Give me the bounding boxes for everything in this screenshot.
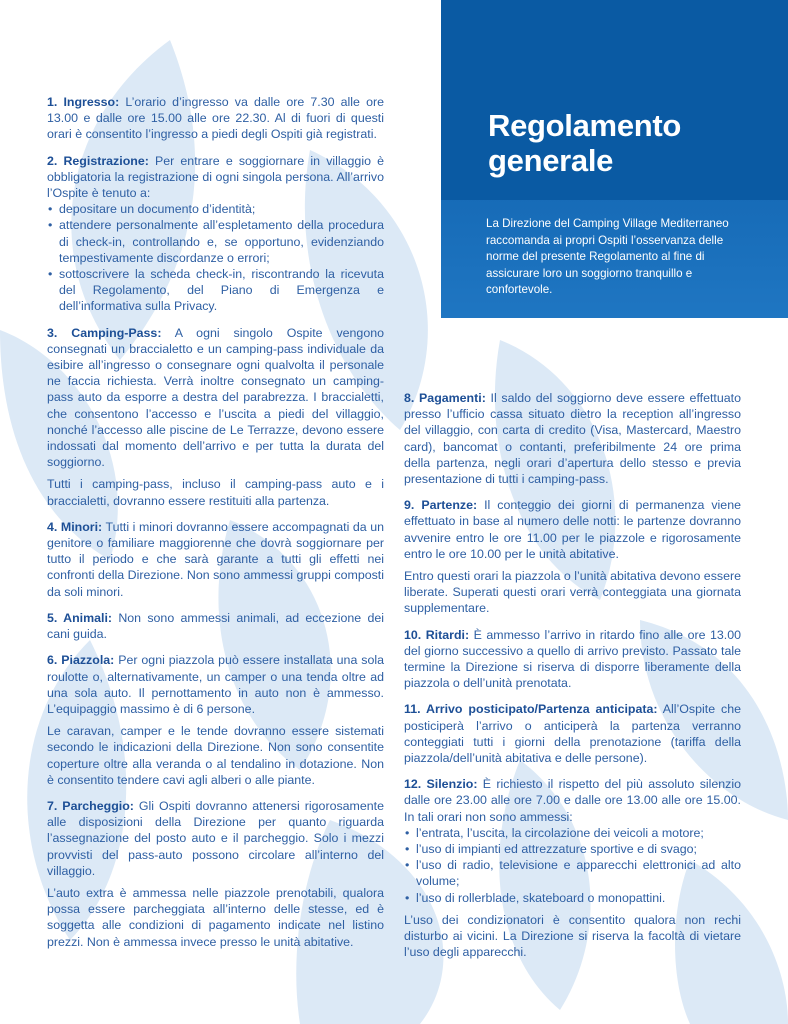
- left-column: [47, 94, 384, 960]
- section-text: Per entrare e soggiornare in villaggio è obbligatoria la registrazione di ogni singola persona. All’arrivo l’Ospite è tenuto a:: [47, 153, 385, 201]
- section-text: All’Ospite che posticiperà l’arrivo o anticiperà la partenza verranno conteggiati tutti i giorni della prenotazione (tariffa della piazzola/dell’unità abitativa e delle persone).: [404, 702, 742, 766]
- list-item: • attendere personalmente all’espletamento della procedura di check-in, controllando e, se opportuno, evidenziando tempestivamente discordanze o errori;: [47, 217, 384, 266]
- list-item: • l’entrata, l’uscita, la circolazione dei veicoli a motore;: [404, 825, 741, 841]
- section-text: Per ogni piazzola può essere installata una sola roulotte o, alternativamente, un camper o una tenda oltre ad una sola auto. Il pernottamento in auto non è ammesso. L’equipaggio massimo è di 6 persone.: [47, 653, 384, 716]
- section-heading: 11. Arrivo posticipato/Partenza anticipata:: [404, 702, 658, 717]
- section-arrivo-partenza: [404, 701, 741, 766]
- section-camping-pass: [47, 325, 384, 509]
- section-ritardi: [404, 627, 741, 692]
- list-item: • l’uso di rollerblade, skateboard o monopattini.: [404, 890, 741, 906]
- section-piazzola: [47, 652, 384, 788]
- list-item: • sottoscrivere la scheda check-in, riscontrando la ricevuta del Regolamento, del Piano di Emergenza e dell’informativa sulla Privacy.: [47, 266, 384, 315]
- section-text: L’orario d’ingresso va dalle ore 7.30 alle ore 13.00 e dalle ore 15.00 alle ore 22.30. Al di fuori di questi orari è consentito l’ingresso a piedi degli Ospiti già registrati.: [47, 95, 384, 142]
- intro-text: La Direzione del Camping Village Mediterraneo raccomanda ai propri Ospiti l’osservanza delle norme del presente Regolamento al fine di assicurare loro un soggiorno tranquillo e confortevole.: [486, 217, 729, 296]
- title-line-1: Regolamento: [488, 108, 682, 143]
- section-heading: 3. Camping-Pass:: [47, 325, 162, 340]
- section-partenze: [404, 497, 741, 616]
- section-heading: 5. Animali:: [47, 610, 113, 625]
- list-item: • l’uso di radio, televisione e apparecchi elettronici ad alto volume;: [404, 857, 741, 889]
- section-ingresso: [47, 94, 384, 143]
- section-text: Entro questi orari la piazzola o l’unità abitativa devono essere liberate. Superati questi orari verrà conteggiata una giornata supplementare.: [404, 569, 741, 616]
- right-column: [404, 390, 741, 971]
- header-panel: [441, 0, 788, 318]
- section-text: Tutti i camping-pass, incluso il camping-pass auto e i braccialetti, dovranno essere restituiti alla partenza.: [47, 477, 384, 508]
- bullet-list: [404, 825, 741, 906]
- section-heading: 4. Minori:: [47, 519, 103, 534]
- section-heading: 1. Ingresso:: [47, 95, 120, 109]
- section-heading: 2. Registrazione:: [47, 153, 149, 168]
- section-text: È richiesto il rispetto del più assoluto silenzio dalle ore 23.00 alle ore 7.00 e dalle ore 13.00 alle ore 15.00. In tali orari non sono ammessi:: [404, 777, 742, 824]
- section-text: Il conteggio dei giorni di permanenza viene effettuato in base al numero delle notti: le partenze dovranno avvenire entro le ore 11.00 per le piazzole e rigorosamente entro le ore 10.00 per le unità abitative.: [404, 498, 741, 561]
- page-title: [488, 108, 681, 178]
- section-text: A ogni singolo Ospite vengono consegnati un braccialetto e un camping-pass individuale da esibire all’ingresso o consegnare ogni qualvolta il personale ne faccia richiesta. Verrà inoltre consegnato un camping-pass auto da esporre a destra del parabrezza. I braccialetti, che consentono l’accesso e l’uscita a piedi del villaggio, nonché l’accesso alle piscine de Le Terrazze, devono essere indossati dal momento dell’arrivo e per tutta la durata del soggiorno.: [47, 325, 384, 470]
- section-pagamenti: [404, 390, 741, 487]
- section-text: Non sono ammessi animali, ad eccezione dei cani guida.: [47, 610, 384, 642]
- section-heading: 7. Parcheggio:: [47, 798, 134, 813]
- section-text: Gli Ospiti dovranno attenersi rigorosamente alle disposizioni della Direzione per quanto riguarda l’assegnazione del posto auto e il parcheggio. Solo i mezzi provvisti del pass-auto possono circolare all’interno del villaggio.: [47, 798, 384, 878]
- section-heading: 8. Pagamenti:: [404, 391, 486, 405]
- section-heading: 6. Piazzola:: [47, 653, 115, 668]
- section-heading: 12. Silenzio:: [404, 777, 478, 792]
- section-minori: [47, 519, 384, 600]
- section-text: Il saldo del soggiorno deve essere effettuato presso l’ufficio cassa situato dietro la reception all’ingresso del villaggio, con carta di credito (Visa, Mastercard, Maestro card), bancomat o contanti, preferibilmente 24 ore prima della partenza, negli orari d’apertura dello stesso e previa presentazione di tutti i camping-pass.: [404, 391, 741, 487]
- section-registrazione: [47, 153, 384, 315]
- section-heading: 10. Ritardi:: [404, 627, 470, 642]
- section-heading: 9. Partenze:: [404, 498, 478, 513]
- section-text: È ammesso l’arrivo in ritardo fino alle ore 13.00 del giorno successivo a quello di arrivo previsto. Passato tale termine la Direzione si riserva di disporre liberamente della piazzola o dell’unità prenotata.: [404, 627, 741, 691]
- section-animali: [47, 610, 384, 642]
- section-text: Tutti i minori dovranno essere accompagnati da un genitore o familiare maggiorenne che dovrà soggiornare per tutto il periodo e che sarà garante a tutti gli effetti nei confronti della Direzione. Non sono ammessi gruppi composti da soli minori.: [47, 519, 384, 599]
- list-item: • l’uso di impianti ed attrezzature sportive e di svago;: [404, 841, 741, 857]
- section-text: L’auto extra è ammessa nelle piazzole prenotabili, qualora possa essere parcheggiata all’interno delle stesse, ed è soggetta alle condizioni di pagamento indicate nel listino prezzi. Non è ammessa invece presso le unità abitative.: [47, 885, 384, 949]
- bullet-list: [47, 201, 384, 314]
- section-silenzio: [404, 776, 741, 960]
- list-item: • depositare un documento d’identità;: [47, 201, 384, 217]
- section-text: Le caravan, camper e le tende dovranno essere sistemati secondo le indicazioni della Direzione. Non sono consentite coperture oltre alla veranda o al tendalino in dotazione. Non è consentito tendere cavi agli alberi o alle piante.: [47, 724, 384, 787]
- section-text: L’uso dei condizionatori è consentito qualora non rechi disturbo ai vicini. La Direzione si riserva la facoltà di vietare l’uso degli apparecchi.: [404, 912, 741, 960]
- title-line-2: generale: [488, 143, 614, 178]
- section-parcheggio: [47, 798, 384, 950]
